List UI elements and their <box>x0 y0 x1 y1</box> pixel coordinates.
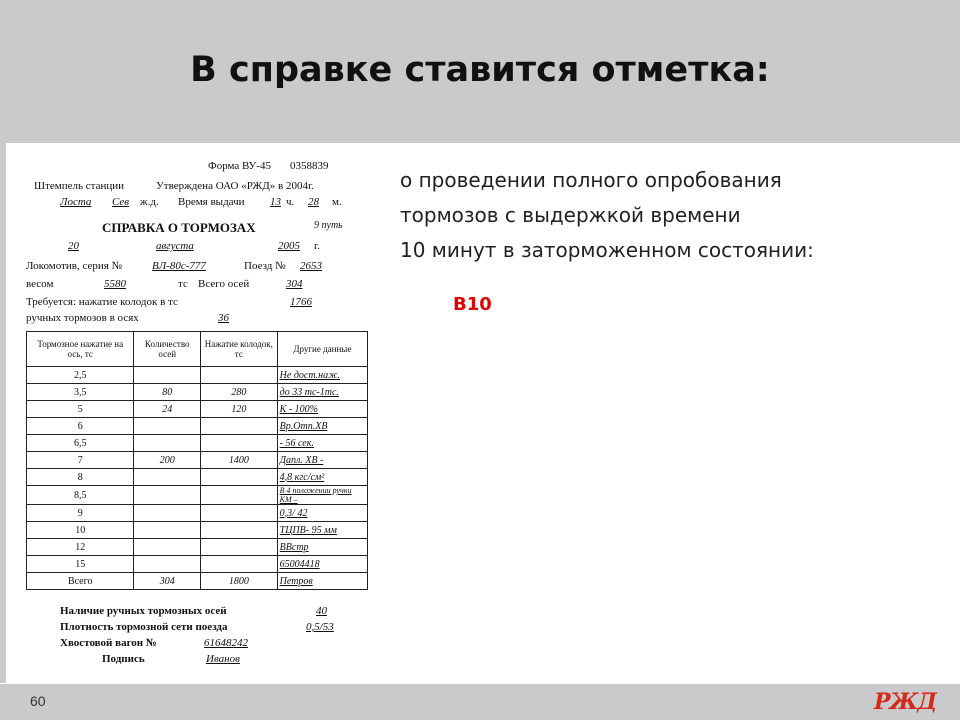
weight-value: 5580 <box>104 278 126 290</box>
manual-axles-value: 40 <box>316 605 327 617</box>
issue-time-label: Время выдачи <box>178 196 245 208</box>
col-other-header: Другие данные <box>277 332 367 367</box>
other-cell: В 4 положении ручки КМ – <box>277 486 367 505</box>
tail-car-value: 61648242 <box>204 637 248 649</box>
form-number: 0358839 <box>290 160 329 172</box>
railway-suffix: ж.д. <box>140 196 159 208</box>
press-cell <box>200 418 277 435</box>
required-value: 1766 <box>290 296 312 308</box>
railway-name: Сев <box>112 196 130 208</box>
axles-cell <box>134 367 201 384</box>
date-year: 2005 <box>278 240 300 252</box>
table-row <box>27 435 368 452</box>
minutes-unit: м. <box>332 196 342 208</box>
press-cell <box>200 486 277 505</box>
axles-cell <box>134 556 201 573</box>
weight-unit: тс <box>178 278 188 290</box>
other-cell: до 33 тс-1тс. <box>277 384 367 401</box>
tail-car-label: Хвостовой вагон № <box>60 637 157 649</box>
other-cell: 4,8 кгс/см² <box>277 469 367 486</box>
table-row <box>27 469 368 486</box>
mark-code: В10 <box>453 294 492 315</box>
pressure-cell: 2,5 <box>27 367 134 384</box>
pressure-cell: 9 <box>27 505 134 522</box>
station-name: Лоста <box>60 196 92 208</box>
pressure-cell: 3,5 <box>27 384 134 401</box>
press-cell: 1400 <box>200 452 277 469</box>
table-row <box>27 452 368 469</box>
other-cell: Вр.Отп.ХВ <box>277 418 367 435</box>
manual-brakes-value: 36 <box>218 312 229 324</box>
axles-cell: 200 <box>134 452 201 469</box>
description-line-2: тормозов с выдержкой времени <box>400 203 741 227</box>
press-cell <box>200 505 277 522</box>
other-cell: ВВстр <box>277 539 367 556</box>
pressure-cell: 5 <box>27 401 134 418</box>
pressure-cell: 7 <box>27 452 134 469</box>
other-cell: - 56 сек. <box>277 435 367 452</box>
table-row <box>27 418 368 435</box>
pressure-cell: 6,5 <box>27 435 134 452</box>
axles-cell <box>134 435 201 452</box>
table-row <box>27 556 368 573</box>
description-line-3: 10 минут в заторможенном состоянии: <box>400 238 814 262</box>
date-day: 20 <box>68 240 79 252</box>
pressure-cell: 12 <box>27 539 134 556</box>
other-cell: 0,3/ 42 <box>277 505 367 522</box>
press-cell <box>200 469 277 486</box>
axles-cell <box>134 522 201 539</box>
axles-cell <box>134 469 201 486</box>
col-press-header: Нажатие колодок, тс <box>200 332 277 367</box>
axles-cell <box>134 505 201 522</box>
axles-cell <box>134 486 201 505</box>
signature-value: Иванов <box>206 653 240 665</box>
press-cell <box>200 556 277 573</box>
approved-text: Утверждена ОАО «РЖД» в 2004г. <box>156 180 314 192</box>
pressure-cell: 6 <box>27 418 134 435</box>
axles-cell: 304 <box>134 573 201 590</box>
left-gray-strip <box>0 143 6 683</box>
col-pressure-header: Тормозное нажатие на ось, тс <box>27 332 134 367</box>
loco-value: ВЛ-80с-777 <box>152 260 206 272</box>
pressure-cell: Всего <box>27 573 134 590</box>
document-title: СПРАВКА О ТОРМОЗАХ <box>102 220 256 235</box>
slide-title: В справке ставится отметка: <box>190 50 770 90</box>
track-number: 9 путь <box>314 220 343 231</box>
loco-label: Локомотив, серия № <box>26 260 123 272</box>
manual-brakes-label: ручных тормозов в осях <box>26 312 139 324</box>
press-cell <box>200 539 277 556</box>
signature-label: Подпись <box>102 653 145 665</box>
press-cell: 120 <box>200 401 277 418</box>
press-cell: 1800 <box>200 573 277 590</box>
table-row <box>27 486 368 505</box>
weight-label: весом <box>26 278 54 290</box>
density-label: Плотность тормозной сети поезда <box>60 621 228 633</box>
table-row <box>27 573 368 590</box>
train-value: 2653 <box>300 260 322 272</box>
required-label: Требуется: нажатие колодок в тс <box>26 296 178 308</box>
issue-minutes: 28 <box>308 196 319 208</box>
table-row <box>27 384 368 401</box>
brake-table <box>26 331 368 590</box>
station-stamp-label: Штемпель станции <box>34 180 125 192</box>
axles-cell <box>134 418 201 435</box>
form-label: Форма ВУ-45 <box>208 160 271 172</box>
pressure-cell: 10 <box>27 522 134 539</box>
pressure-cell: 8,5 <box>27 486 134 505</box>
pressure-cell: 8 <box>27 469 134 486</box>
rzd-logo-icon: РЖД <box>874 689 936 715</box>
issue-hours: 13 <box>270 196 281 208</box>
press-cell <box>200 435 277 452</box>
page-number: 60 <box>30 693 46 709</box>
brake-certificate-form <box>8 146 396 682</box>
other-cell: К - 100% <box>277 401 367 418</box>
col-axles-header: Количество осей <box>134 332 201 367</box>
axles-label: Всего осей <box>198 278 250 290</box>
train-label: Поезд № <box>244 260 286 272</box>
other-cell: Петров <box>277 573 367 590</box>
axles-cell <box>134 539 201 556</box>
other-cell: 65004418 <box>277 556 367 573</box>
table-row <box>27 522 368 539</box>
axles-value: 304 <box>286 278 303 290</box>
other-cell: Не дост.наж. <box>277 367 367 384</box>
axles-cell: 24 <box>134 401 201 418</box>
press-cell: 280 <box>200 384 277 401</box>
description-text <box>400 163 940 268</box>
table-row <box>27 401 368 418</box>
table-row <box>27 505 368 522</box>
year-unit: г. <box>314 240 321 252</box>
press-cell <box>200 367 277 384</box>
brake-table-body <box>27 367 368 590</box>
other-cell: Дапл. ХВ - <box>277 452 367 469</box>
description-line-1: о проведении полного опробования <box>400 168 782 192</box>
manual-axles-label: Наличие ручных тормозных осей <box>60 605 227 617</box>
density-value: 0,5/53 <box>306 621 334 633</box>
date-month: августа <box>156 240 194 252</box>
axles-cell: 80 <box>134 384 201 401</box>
footer-bar <box>0 684 960 720</box>
hours-unit: ч. <box>286 196 295 208</box>
other-cell: ТЦПВ- 95 мм <box>277 522 367 539</box>
title-bar <box>0 0 960 143</box>
pressure-cell: 15 <box>27 556 134 573</box>
press-cell <box>200 522 277 539</box>
table-row <box>27 367 368 384</box>
table-row <box>27 539 368 556</box>
